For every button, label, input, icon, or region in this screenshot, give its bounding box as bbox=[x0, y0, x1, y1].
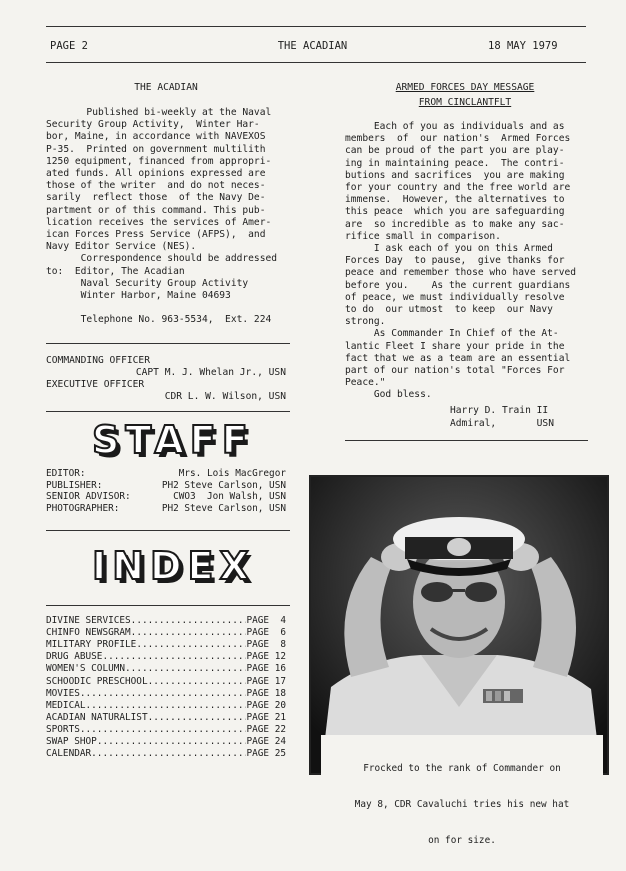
xo-label: EXECUTIVE OFFICER bbox=[46, 379, 145, 390]
index-leader-dots bbox=[86, 700, 247, 712]
index-item-page: PAGE 18 bbox=[246, 687, 286, 699]
message-line: part of our nation's total "Forces For bbox=[345, 365, 565, 377]
index-leader-dots bbox=[148, 676, 247, 688]
staff-role: PHOTOGRAPHER: bbox=[46, 502, 120, 514]
index-item-name: DIVINE SERVICES bbox=[46, 615, 131, 626]
officers-rule-bottom bbox=[46, 411, 290, 412]
index-leader-dots bbox=[91, 748, 246, 760]
message-line: butions and sacrifices you are making bbox=[345, 169, 565, 181]
index-item-page: PAGE 20 bbox=[246, 699, 286, 711]
message-line: are so incredible as to make any sac- bbox=[345, 218, 565, 230]
staff-heading: STAFF bbox=[92, 418, 254, 462]
message-title-line2: FROM CINCLANTFLT bbox=[418, 97, 512, 108]
staff-role: PUBLISHER: bbox=[46, 479, 103, 491]
index-item bbox=[46, 712, 286, 724]
message-line: lantic Fleet I share your pride in the bbox=[345, 340, 565, 352]
signature-name: Harry D. Train II bbox=[450, 405, 549, 416]
index-item-name: CALENDAR bbox=[46, 748, 92, 760]
masthead-line: ican Forces Press Service (AFPS), and bbox=[46, 229, 266, 241]
staff-role: EDITOR: bbox=[46, 468, 86, 479]
index-item-name: MILITARY PROFILE bbox=[46, 639, 137, 651]
message-line: before you. As the current guardians bbox=[345, 279, 571, 291]
message-line: to do our utmost to keep our Navy bbox=[345, 304, 553, 316]
message-line: can be proud of the part you are play- bbox=[345, 145, 565, 157]
index-item bbox=[46, 651, 286, 663]
index-item bbox=[46, 615, 286, 627]
index-heading: INDEX bbox=[92, 544, 255, 588]
masthead-line: Security Group Activity, Winter Har- bbox=[46, 119, 260, 131]
message-line: ing in maintaining peace. The contri- bbox=[345, 157, 565, 169]
index-item-name: MOVIES bbox=[46, 687, 80, 699]
photo-frame bbox=[309, 475, 609, 775]
masthead-line: Correspondence should be addressed bbox=[46, 253, 278, 265]
index-leader-dots bbox=[80, 688, 247, 700]
photo-caption bbox=[321, 735, 603, 846]
masthead-line: to: Editor, The Acadian bbox=[46, 265, 185, 277]
masthead-line: those of the writer and do not neces- bbox=[46, 180, 266, 192]
index-item-page: PAGE 21 bbox=[246, 711, 286, 723]
index-item-name: SPORTS bbox=[46, 723, 80, 735]
index-item-name: ACADIAN NATURALIST bbox=[46, 711, 148, 723]
staff-name: Mrs. Lois MacGregor bbox=[178, 468, 286, 479]
signature-rank: Admiral, USN bbox=[450, 418, 554, 429]
index-item-page: PAGE 16 bbox=[246, 663, 286, 675]
message-line: God bless. bbox=[345, 389, 432, 401]
masthead-line: sarily reflect those of the Navy De- bbox=[46, 192, 266, 204]
index-leader-dots bbox=[131, 627, 247, 639]
staff-row bbox=[46, 491, 286, 503]
index-leader-dots bbox=[80, 724, 247, 736]
index-item-page: PAGE 24 bbox=[246, 736, 286, 747]
staff-row bbox=[46, 480, 286, 492]
staff-name: PH2 Steve Carlson, USN bbox=[161, 479, 286, 491]
index-item-page: PAGE 4 bbox=[246, 615, 286, 626]
index-item bbox=[46, 663, 286, 675]
message-line: immense. However, the alternatives to bbox=[345, 194, 565, 206]
index-item-page: PAGE 25 bbox=[246, 748, 286, 760]
index-leader-dots bbox=[102, 651, 246, 663]
header-date: 18 MAY 1979 bbox=[488, 40, 558, 52]
index-item-page: PAGE 22 bbox=[246, 723, 286, 735]
page-number: PAGE 2 bbox=[50, 40, 88, 52]
index-leader-dots bbox=[97, 736, 247, 748]
index-leader-dots bbox=[136, 639, 246, 651]
masthead-line: 1250 equipment, financed from appropri- bbox=[46, 155, 272, 167]
xo-name: CDR L. W. Wilson, USN bbox=[164, 391, 286, 402]
index-item-page: PAGE 12 bbox=[246, 651, 286, 663]
masthead-line: bor, Maine, in accordance with NAVEXOS bbox=[46, 131, 266, 143]
index-rule bbox=[46, 605, 290, 606]
index-item-name: SCHOODIC PRESCHOOL bbox=[46, 675, 148, 687]
message-line: Forces Day to pause, give thanks for bbox=[345, 255, 565, 267]
caption-line: May 8, CDR Cavaluchi tries his new hat bbox=[354, 799, 570, 810]
index-item-name: CHINFO NEWSGRAM bbox=[46, 627, 131, 639]
index-leader-dots bbox=[148, 712, 247, 724]
masthead-line: Published bi-weekly at the Naval bbox=[46, 107, 272, 118]
index-item bbox=[46, 688, 286, 700]
officer-photo bbox=[311, 477, 607, 773]
masthead-line: partment or of this command. This pub- bbox=[46, 204, 266, 216]
index-item-name: WOMEN'S COLUMN bbox=[46, 663, 126, 675]
caption-line: on for size. bbox=[428, 835, 496, 846]
officers-rule-top bbox=[46, 343, 290, 344]
masthead-line: ated funds. All opinions expressed are bbox=[46, 168, 266, 180]
message-line: As Commander In Chief of the At- bbox=[345, 328, 559, 340]
masthead-telephone: Telephone No. 963-5534, Ext. 224 bbox=[46, 314, 272, 325]
index-leader-dots bbox=[131, 615, 247, 627]
header-rule bbox=[46, 62, 586, 63]
staff-row bbox=[46, 468, 286, 480]
staff-name: PH2 Steve Carlson, USN bbox=[161, 502, 286, 514]
masthead-line: P-35. Printed on government multilith bbox=[46, 143, 266, 155]
header-title: THE ACADIAN bbox=[277, 40, 348, 52]
masthead-line: lication receives the services of Amer- bbox=[46, 216, 272, 228]
top-rule bbox=[46, 26, 586, 27]
message-line: peace and remember those who have served bbox=[345, 267, 577, 279]
index-item-page: PAGE 17 bbox=[246, 675, 286, 687]
index-item-page: PAGE 6 bbox=[246, 627, 286, 639]
masthead-text bbox=[46, 107, 277, 302]
index-leader-dots bbox=[125, 663, 246, 675]
index-item-name: SWAP SHOP bbox=[46, 736, 97, 747]
message-line: this peace which you are safeguarding bbox=[345, 206, 565, 218]
index-item bbox=[46, 724, 286, 736]
index-item bbox=[46, 748, 286, 760]
message-line: I ask each of you on this Armed bbox=[345, 243, 553, 255]
message-rule bbox=[345, 440, 588, 441]
message-line: strong. bbox=[345, 316, 386, 328]
message-line: members of our nation's Armed Forces bbox=[345, 133, 571, 145]
index-item bbox=[46, 639, 286, 651]
co-name: CAPT M. J. Whelan Jr., USN bbox=[135, 367, 286, 378]
index-item bbox=[46, 736, 286, 748]
message-title-line1: ARMED FORCES DAY MESSAGE bbox=[395, 82, 535, 93]
co-label: COMMANDING OFFICER bbox=[46, 355, 150, 366]
message-line: rifice small in comparison. bbox=[345, 230, 501, 242]
message-line: Peace." bbox=[345, 377, 386, 389]
masthead-line: Naval Security Group Activity bbox=[46, 277, 249, 289]
staff-role: SENIOR ADVISOR: bbox=[46, 491, 131, 503]
index-item-name: MEDICAL bbox=[46, 699, 86, 711]
masthead-title: THE ACADIAN bbox=[134, 82, 198, 93]
index-item bbox=[46, 700, 286, 712]
masthead-line: Winter Harbor, Maine 04693 bbox=[46, 290, 231, 302]
staff-rule bbox=[46, 530, 290, 531]
index-item bbox=[46, 676, 286, 688]
staff-row bbox=[46, 503, 286, 515]
message-line: fact that we as a team are an essential bbox=[345, 352, 571, 364]
index-item-page: PAGE 8 bbox=[246, 639, 286, 651]
message-body bbox=[345, 121, 576, 402]
message-line: for your country and the free world are bbox=[345, 182, 571, 194]
index-item bbox=[46, 627, 286, 639]
index-item-name: DRUG ABUSE bbox=[46, 651, 103, 663]
staff-name: CWO3 Jon Walsh, USN bbox=[173, 491, 286, 503]
masthead-line: Navy Editor Service (NES). bbox=[46, 241, 197, 253]
caption-line: Frocked to the rank of Commander on bbox=[363, 763, 561, 774]
message-line: Each of you as individuals and as bbox=[345, 121, 565, 132]
message-line: of peace, we must individually resolve bbox=[345, 291, 565, 303]
